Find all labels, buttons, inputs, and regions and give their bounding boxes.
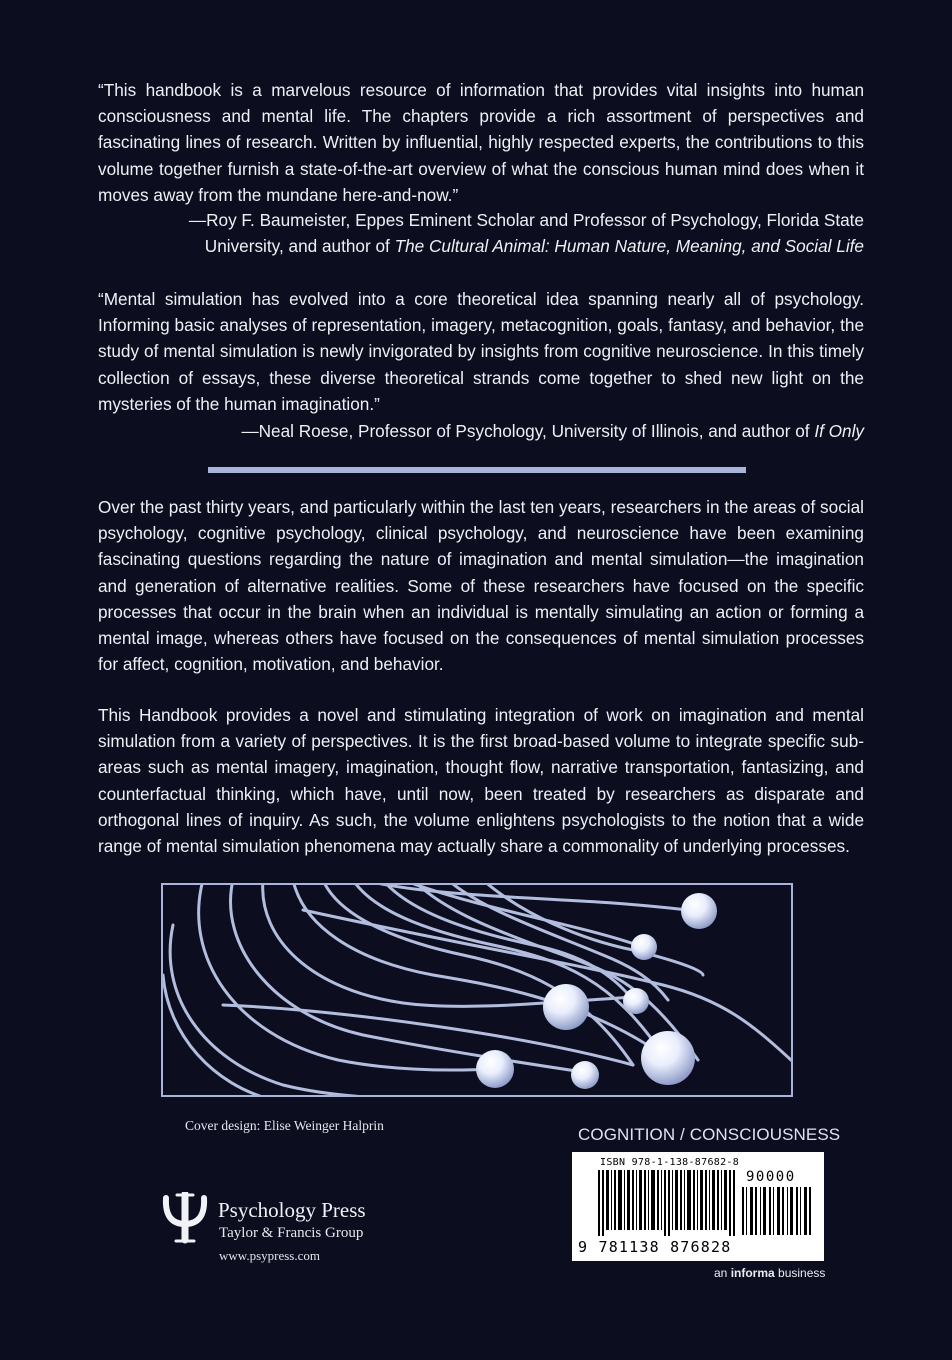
orb bbox=[631, 934, 657, 960]
attribution-book-title: If Only bbox=[814, 421, 864, 441]
orb bbox=[571, 1061, 599, 1089]
ean-number: 9 781138 876828 bbox=[578, 1238, 732, 1256]
publisher-url: www.psypress.com bbox=[219, 1248, 320, 1263]
isbn-barcode bbox=[572, 1152, 824, 1261]
orb bbox=[641, 1031, 695, 1085]
attribution-text: —Roy F. Baumeister, Eppes Eminent Scholar and Professor of Psychology, Florida State University, and author of bbox=[188, 210, 864, 257]
price-code: 90000 bbox=[746, 1169, 796, 1185]
cover-design-credit: Cover design: Elise Weinger Halprin bbox=[185, 1118, 384, 1133]
orb bbox=[476, 1050, 514, 1088]
attribution-book-title: The Cultural Animal: Human Nature, Meaning, and Social Life bbox=[394, 236, 864, 257]
price-barcode-bars bbox=[742, 1187, 816, 1235]
quote-baumeister-attribution bbox=[144, 207, 864, 259]
description-paragraph-2: This Handbook provides a novel and stimulating integration of work on imagination and mental simulation from a variety of perspectives. It is the first broad-based volume to integrate specific sub-areas such as mental imagery, imagination, thought flow, narrative transportation, fantasizing, and counterfactual thinking, which have, until now, been treated by researchers as disparate and orthogonal lines of inquiry. As such, the volume enlightens psychologists to the notion that a wide range of mental simulation phenomena may actually share a commonality of underlying processes. bbox=[98, 705, 864, 857]
isbn-label: ISBN 978-1-138-87682-8 bbox=[600, 1157, 740, 1168]
section-divider bbox=[208, 467, 746, 473]
subject-category: COGNITION / CONSCIOUSNESS bbox=[578, 1125, 841, 1144]
orbit-line bbox=[163, 975, 273, 1095]
publisher-name: Psychology Press bbox=[218, 1198, 366, 1222]
informa-tagline bbox=[714, 1266, 825, 1280]
orbit-line bbox=[363, 885, 698, 911]
orb bbox=[543, 984, 589, 1030]
orb bbox=[623, 988, 649, 1014]
tagline-prefix: an bbox=[714, 1266, 731, 1280]
orbit-illustration bbox=[163, 885, 791, 1095]
attribution-text: —Neal Roese, Professor of Psychology, University of Illinois, and author of bbox=[241, 421, 815, 441]
cover-artwork bbox=[161, 883, 793, 1097]
tagline-suffix: business bbox=[774, 1266, 826, 1280]
quote-baumeister: “This handbook is a marvelous resource of information that provides vital insights into human consciousness and mental life. The chapters provide a rich assortment of perspectives and fascinating lines of research. Written by influential, highly respected experts, the contributions to this volume together furnish a state-of-the-art overview of what the conscious human mind does when it moves away from the mundane here-and-now.” bbox=[98, 80, 864, 205]
psi-logo-icon bbox=[160, 1192, 210, 1246]
orbit-line bbox=[323, 885, 633, 1065]
ean-barcode-bars bbox=[598, 1170, 738, 1236]
orb bbox=[681, 893, 717, 929]
tagline-brand: informa bbox=[730, 1266, 775, 1280]
orbit-line bbox=[413, 885, 698, 1060]
quote-roese-attribution bbox=[144, 418, 864, 444]
description-paragraph-1: Over the past thirty years, and particularly within the last ten years, researchers in the areas of social psychology, cognitive psychology, clinical psychology, and neuroscience have been examining fascinating questions regarding the nature of imagination and mental simulation—the imagination and generation of alternative realities. Some of these researchers have focused on the specific processes that occur in the brain when an individual is mentally simulating an action or forming a mental image, whereas others have focused on the consequences of mental simulation processes for affect, cognition, motivation, and behavior. bbox=[98, 497, 864, 675]
publisher-group: Taylor & Francis Group bbox=[219, 1225, 364, 1241]
quote-roese: “Mental simulation has evolved into a core theoretical idea spanning nearly all of psychology. Informing basic analyses of representation, imagery, metacognition, goals, fantasy, and behavior, the study of mental simulation is newly invigorated by insights from cognitive neuroscience. In this timely collection of essays, these diverse theoretical strands come together to shed new light on the mysteries of the human imagination.” bbox=[98, 289, 864, 414]
